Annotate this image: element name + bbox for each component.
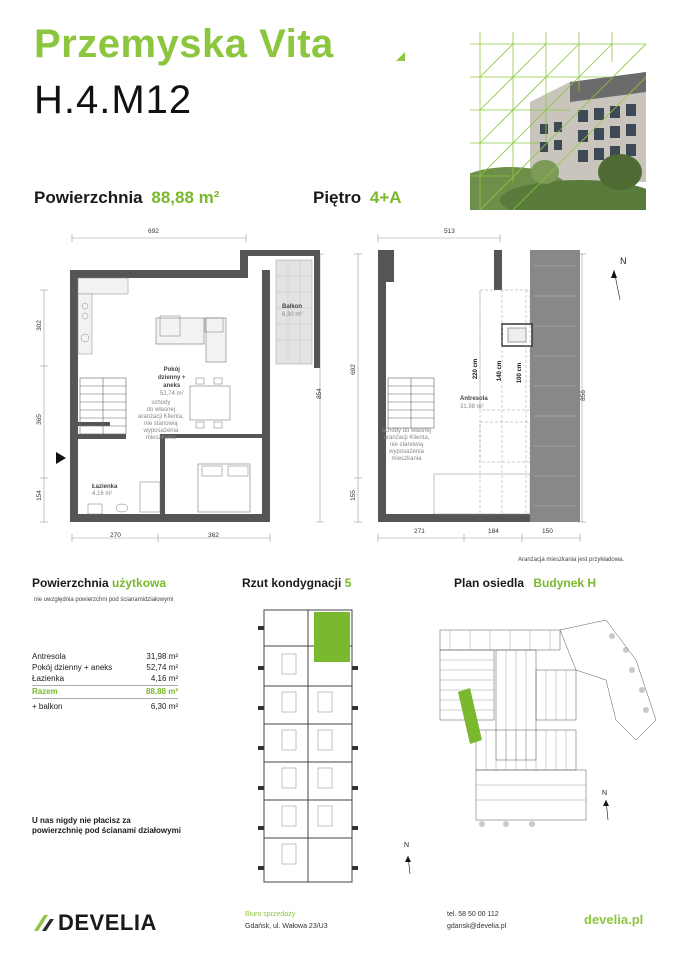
stairs-note-line: wyposażenia bbox=[389, 449, 424, 455]
stairs-note-upper bbox=[382, 428, 431, 463]
area-summary bbox=[34, 188, 219, 208]
promo-text bbox=[32, 816, 181, 836]
estate-plan bbox=[436, 610, 662, 840]
height-140: 140 cm bbox=[497, 360, 504, 382]
building-floor-plan bbox=[248, 606, 368, 888]
balkon-area: 6,30 m² bbox=[282, 312, 303, 318]
living-label-1: Pokój bbox=[163, 367, 180, 373]
north-arrow-floorplan bbox=[400, 842, 420, 876]
estate-title-a: Plan osiedla bbox=[454, 576, 525, 590]
dim-left-2: 155 bbox=[349, 490, 357, 501]
stairs-note-line: mieszkania bbox=[391, 456, 422, 462]
mezz-area: 31,98 m² bbox=[460, 404, 484, 410]
balcony-name: + balkon bbox=[32, 702, 63, 711]
area-label: Powierzchnia bbox=[34, 188, 143, 207]
brand-mark-icon bbox=[396, 52, 405, 61]
floorplan-title bbox=[242, 576, 351, 590]
usable-row bbox=[32, 652, 178, 661]
dim-bottom-1: 271 bbox=[414, 528, 425, 535]
balcony-value: 6,30 m² bbox=[150, 702, 178, 711]
stairs-note-lower bbox=[138, 400, 184, 442]
usable-title-b: użytkowa bbox=[112, 576, 167, 590]
floor-plan-lower bbox=[30, 226, 340, 546]
stairs-note-line: aranżacji Klienta, bbox=[383, 435, 430, 441]
dim-left-1: 302 bbox=[35, 320, 43, 331]
dim-right: 854 bbox=[315, 388, 323, 399]
estate-title-b: Budynek H bbox=[533, 576, 597, 590]
total-value: 88,88 m² bbox=[145, 687, 178, 696]
row-name: Pokój dzienny + aneks bbox=[32, 663, 113, 672]
dim-top: 513 bbox=[444, 228, 455, 235]
north-label: N bbox=[404, 842, 410, 849]
website-link[interactable]: develia.pl bbox=[584, 912, 644, 927]
usable-title bbox=[32, 576, 166, 590]
office-label: Biuro sprzedaży bbox=[245, 911, 296, 918]
dim-right: 856 bbox=[579, 390, 587, 401]
promo-line-1: U nas nigdy nie płacisz za bbox=[32, 816, 131, 825]
total-name: Razem bbox=[32, 687, 58, 696]
develia-logo bbox=[34, 910, 157, 936]
floor-value: 4+A bbox=[369, 188, 402, 207]
area-value: 88,88 m² bbox=[151, 188, 220, 207]
floor-summary bbox=[313, 188, 402, 208]
living-label bbox=[158, 366, 186, 398]
usable-balcony-row bbox=[32, 702, 178, 711]
north-label: N bbox=[620, 256, 627, 266]
building-hero-image bbox=[470, 32, 646, 210]
bath-label: Łazienka bbox=[92, 484, 118, 490]
north-label: N bbox=[602, 790, 608, 797]
usable-row bbox=[32, 674, 178, 683]
dim-top: 692 bbox=[148, 228, 159, 235]
promo-line-2: powierzchnię pod ścianami działowymi bbox=[32, 826, 181, 835]
dim-left: 692 bbox=[349, 364, 357, 375]
phone[interactable]: tel. 58 50 00 112 bbox=[447, 911, 499, 918]
living-label-2: dzienny + bbox=[158, 375, 186, 381]
usable-row bbox=[32, 663, 178, 672]
divider bbox=[32, 698, 178, 699]
floor-label: Piętro bbox=[313, 188, 362, 207]
unit-code: H.4.M12 bbox=[34, 78, 193, 122]
dim-left-2: 365 bbox=[35, 414, 43, 425]
balkon-label: Balkon bbox=[282, 304, 303, 310]
row-value: 4,16 m² bbox=[150, 674, 178, 683]
usable-title-a: Powierzchnia bbox=[32, 576, 109, 590]
arrangement-note: Aranżacja mieszkania jest przykładowa. bbox=[518, 557, 625, 563]
bath-area: 4,16 m² bbox=[92, 491, 113, 497]
develia-logo-icon bbox=[34, 915, 54, 931]
usable-total-row bbox=[32, 687, 178, 696]
height-100: 100 cm bbox=[517, 362, 524, 384]
divider bbox=[32, 685, 178, 686]
row-name: Łazienka bbox=[32, 674, 65, 683]
dim-bottom-2: 362 bbox=[208, 532, 219, 539]
logo-text: DEVELIA bbox=[58, 910, 157, 935]
estate-title bbox=[454, 576, 596, 590]
floorplan-title-b: 5 bbox=[344, 576, 352, 590]
dim-bottom-2: 184 bbox=[488, 528, 499, 535]
living-label-3: aneks bbox=[163, 383, 181, 389]
stairs-note-line: nie stanowią bbox=[389, 442, 424, 448]
stairs-note-line: mieszkania bbox=[145, 435, 176, 441]
floor-plan-upper bbox=[344, 226, 644, 546]
stairs-note-line: schody do własnej bbox=[382, 428, 432, 434]
row-name: Antresola bbox=[32, 652, 66, 661]
stairs-note-line: do własnej bbox=[146, 407, 176, 413]
floorplan-title-a: Rzut kondygnacji bbox=[242, 576, 342, 590]
office-address: Gdańsk, ul. Wałowa 23/U3 bbox=[245, 923, 328, 930]
stairs-note-line: nie stanowią bbox=[144, 421, 178, 427]
height-220: 220 cm bbox=[473, 358, 480, 380]
dim-bottom-3: 150 bbox=[542, 528, 553, 535]
stairs-note-line: aranżacji Klienta, bbox=[138, 414, 184, 420]
row-value: 52,74 m² bbox=[146, 663, 178, 672]
dim-bottom-1: 270 bbox=[110, 532, 121, 539]
dim-left-3: 154 bbox=[35, 490, 43, 501]
brand-title: Przemyska Vita bbox=[34, 22, 334, 66]
stairs-note-line: schody bbox=[151, 400, 171, 406]
usable-subtitle: nie uwzględnia powierzchni pod ścianamidziałowymi bbox=[34, 597, 174, 603]
living-area: 52,74 m² bbox=[159, 391, 184, 397]
email-link[interactable]: gdansk@develia.pl bbox=[447, 923, 507, 930]
mezz-label: Antresola bbox=[460, 396, 488, 402]
stairs-note-line: wyposażenia bbox=[143, 428, 179, 434]
row-value: 31,98 m² bbox=[146, 652, 178, 661]
